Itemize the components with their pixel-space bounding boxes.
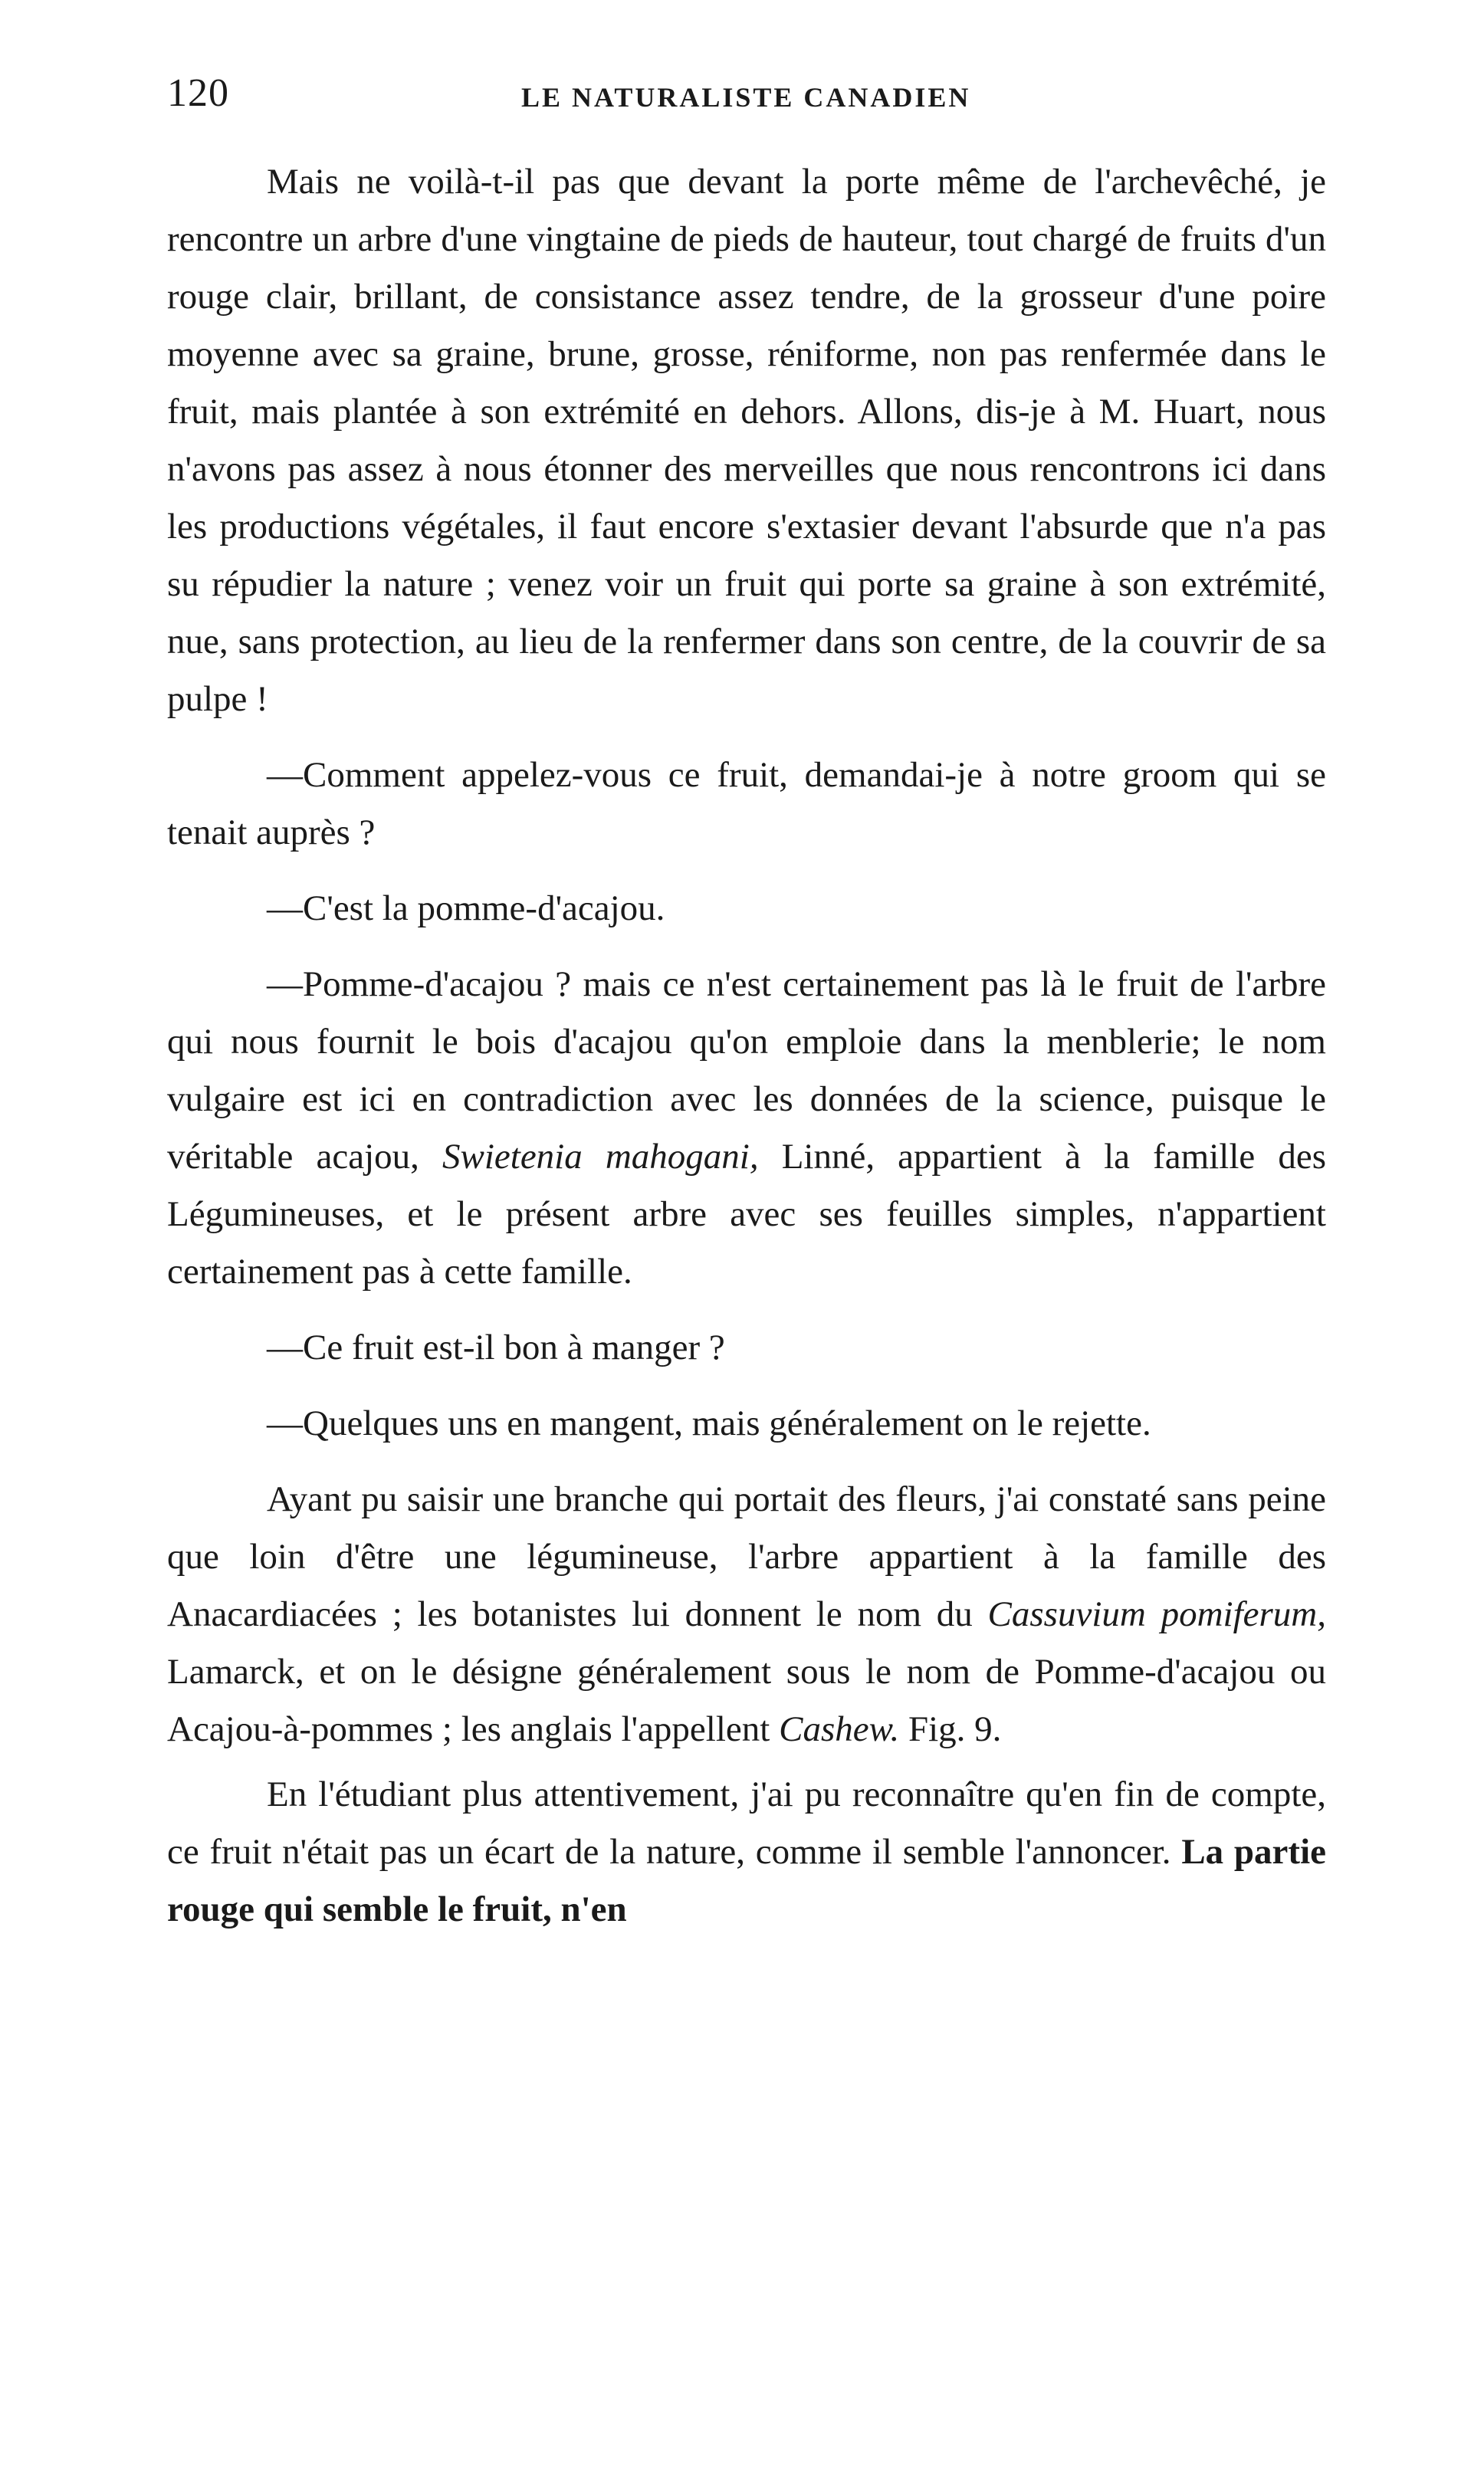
paragraph-text: —C'est la pomme-d'acajou.: [267, 888, 665, 928]
paragraph-text: Mais ne voilà-t-il pas que devant la porte même de l'archevêché, je rencontre un arbre d'une vingtaine de pieds de hauteur, tout chargé de fruits d'un rouge clair, brillant, de consistance assez tendre, de la grosseur d'une poire moyenne avec sa graine, brune, grosse, réniforme, non pas renfermée dans le fruit, mais plantée à son extrémité en dehors. Allons, dis-je à M. Huart, nous n'avons pas assez à nous étonner des merveilles que nous rencontrons ici dans les productions végétales, il faut encore s'extasier devant l'absurde que n'a pas su répudier la nature ; venez voir un fruit qui porte sa graine à son extrémité, nue, sans protection, au lieu de la renfermer dans son centre, de la couvrir de sa pulpe !: [167, 162, 1326, 719]
bold-fragment: La partie rouge qui semble le fruit, n'en: [167, 1832, 1326, 1929]
paragraph-text: Linné, appartient à la famille des Légumineuses, et le présent arbre avec ses feuilles simples, n'appartient certainement pas à cette famille.: [167, 1137, 1326, 1292]
running-head: LE NATURALISTE CANADIEN: [521, 82, 971, 113]
paragraph-text: —Comment appelez-vous ce fruit, demandai-je à notre groom qui se tenait auprès ?: [167, 755, 1326, 852]
paragraph-8: [167, 1766, 1326, 1938]
paragraph-text: —Pomme-d'acajou ? mais ce n'est certainement pas là le fruit de l'arbre qui nous fournit le bois d'acajou qu'on emploie dans la menblerie; le nom vulgaire est ici en contradiction avec les données de la science, puisque le véritable acajou,: [167, 964, 1326, 1177]
body-text: [167, 153, 1326, 1957]
paragraph-3: [167, 880, 1326, 937]
page-number: 120: [167, 71, 229, 115]
paragraph-5: [167, 1319, 1326, 1377]
italic-species-name: Swietenia mahogani,: [442, 1137, 759, 1177]
paragraph-text: Lamarck, et on le désigne généralement sous le nom de Pomme-d'acajou ou Acajou-à-pommes ; les anglais l'appellent: [167, 1652, 1326, 1749]
paragraph-text: Fig. 9.: [899, 1709, 1002, 1749]
paragraph-7: [167, 1471, 1326, 1758]
paragraph-text: En l'étudiant plus attentivement, j'ai pu reconnaître qu'en fin de compte, ce fruit n'était pas un écart de la nature, comme il semble l'annoncer.: [167, 1774, 1326, 1872]
italic-common-name: Cashew.: [779, 1709, 900, 1749]
paragraph-1: [167, 153, 1326, 728]
paragraph-6: [167, 1395, 1326, 1453]
page-header: [167, 71, 1332, 132]
paragraph-text: —Ce fruit est-il bon à manger ?: [267, 1328, 725, 1367]
paragraph-text: —Quelques uns en mangent, mais généralement on le rejette.: [267, 1403, 1151, 1443]
italic-species-name: Cassuvium pomiferum,: [987, 1594, 1326, 1634]
paragraph-text: Ayant pu saisir une branche qui portait des fleurs, j'ai constaté sans peine que loin d'être une légumineuse, l'arbre appartient à la famille des Anacardiacées ; les botanistes lui donnent le nom du: [167, 1479, 1326, 1634]
paragraph-2: [167, 747, 1326, 862]
paragraph-4: [167, 956, 1326, 1301]
